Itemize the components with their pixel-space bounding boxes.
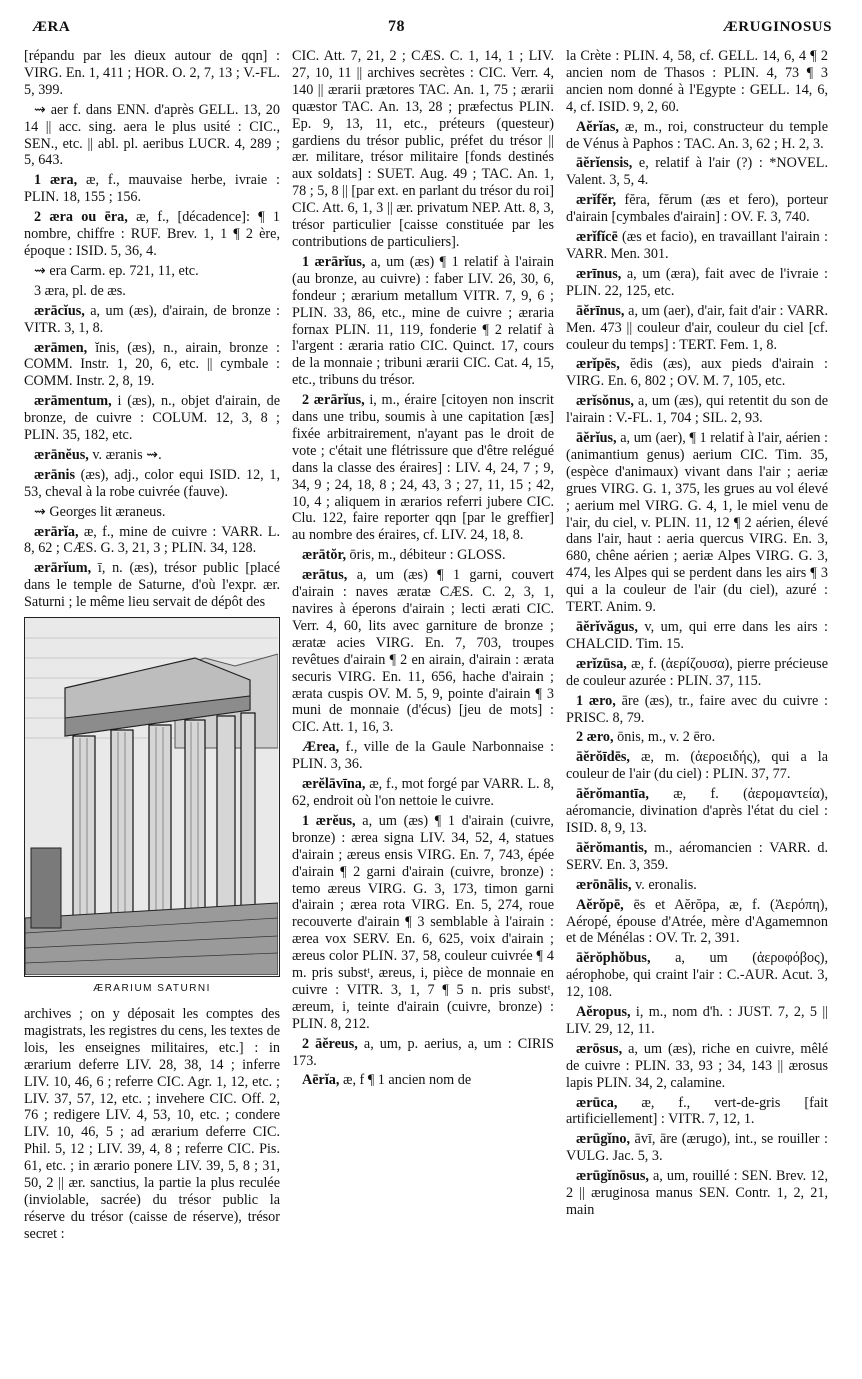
entry-text: æ, f ¶ 1 ancien nom de	[342, 1072, 472, 1089]
dictionary-entry	[566, 729, 828, 746]
entry-text: la Crète : PLIN. 4, 58, cf. GELL. 14, 6, 4 ¶ 2 ancien nom de Thasos : PLIN. 4, 73 ¶ 3 ancien nom donné à l'Egypte : GELL. 14, 6, 4, cf. ISID. 9, 2, 60.	[566, 48, 828, 115]
temple-illustration	[24, 617, 280, 977]
dictionary-entry	[566, 1131, 828, 1165]
entry-text: ⇝ aer f. dans ENN. d'après GELL. 13, 20 14 || acc. sing. aera le plus usité : CIC., SEN., etc. || abl. pl. aeribus LUCR. 4, 289 ; 5, 643.	[24, 101, 280, 169]
headword: ærĭfĭcē	[576, 229, 618, 246]
dictionary-entry	[566, 119, 828, 153]
dictionary-entry	[24, 467, 280, 501]
dictionary-entry	[24, 340, 280, 391]
dictionary-entry	[24, 263, 280, 280]
entry-text: a, um (ἀεροφόβος), aérophobe, qui craint l'air : C.-AUR. Acut. 3, 12, 108.	[566, 950, 828, 1001]
headword: Aērĭa,	[302, 1072, 340, 1089]
entry-text: i (æs), n., objet d'airain, de bronze, de cuivre : COLUM. 12, 3, 8 ; PLIN. 35, 182, etc.	[24, 393, 280, 444]
page-number: 78	[387, 18, 405, 35]
entry-text: æ, f., mot forgé par VARR. L. 8, 62, endroit où l'on nettoie le cuivre.	[292, 776, 554, 809]
headword: 1 ærĕus,	[302, 812, 356, 829]
columns	[24, 48, 840, 1368]
headword: ærūgĭnōsus,	[576, 1168, 649, 1185]
entry-text: æ, f., mauvaise herbe, ivraie : PLIN. 18, 155 ; 156.	[24, 172, 280, 206]
entry-text: a, um (æra), fait avec de l'ivraie : PLIN. 22, 125, etc.	[566, 265, 828, 299]
entry-text: a, um (aer), d'air, fait d'air : VARR. Men. 473 || couleur d'air, couleur du ciel [cf. couleur du temps] : TERT. Fem. 1, 8.	[566, 302, 828, 353]
headword: āĕrŏīdēs,	[576, 749, 630, 766]
entry-text: a, um (æs), d'airain, de bronze : VITR. 3, 1, 8.	[24, 302, 280, 336]
headword: ærĭsŏnus,	[576, 393, 634, 410]
headword: Ærea,	[302, 739, 340, 756]
entry-text: 3 æra, pl. de æs.	[34, 282, 126, 299]
headword: ærātus,	[302, 567, 348, 584]
dictionary-entry	[566, 786, 828, 837]
headword: ærīnus,	[576, 265, 622, 282]
dictionary-entry	[292, 1072, 554, 1089]
dictionary-entry	[566, 749, 828, 783]
dictionary-entry	[566, 155, 828, 189]
entry-text: a, um (æs), riche en cuivre, mêlé de cuivre : PLIN. 33, 93 ; 34, 143 || ærosus lapis PLIN. 34, 2, calamine.	[566, 1040, 828, 1091]
dictionary-entry	[24, 1006, 280, 1243]
dictionary-entry	[24, 172, 280, 206]
dictionary-entry	[566, 229, 828, 263]
dictionary-entry	[566, 840, 828, 874]
entry-text: æ, f. (ἀερομαντεία), aéromancie, divination d'après l'état du ciel : ISID. 8, 9, 13.	[566, 786, 828, 836]
entry-text: a, um (æs) ¶ 1 relatif à l'airain (au bronze, au cuivre) : faber LIV. 26, 30, 6, fondeur ; ærarium metallum VITR. 7, 9, 6 ; PLIN. 33, 86, etc., mine de cuivre ; æraria fornax PLIN. 11, 119, fonderie ¶ 2 relatif à l'argent : æraria ratio CIC. Quinct. 17, cours de la monnaie ; tribuni ærarii CIC. Cat. 4, 15, etc., tribuns du trésor.	[292, 253, 554, 389]
dictionary-entry	[566, 1168, 828, 1219]
headword: ærūgĭno,	[576, 1131, 630, 1148]
entry-text: æ, f., vert-de-gris [fait artificiellement] : VITR. 7, 12, 1.	[566, 1094, 828, 1128]
headword: 2 æro,	[576, 729, 614, 746]
entry-text: ī, n. (æs), trésor public [placé dans le temple de Saturne, d'où l'expr. ær. Saturni ; le même lieu servait de dépôt des	[24, 560, 280, 611]
entry-text: æ, f., [décadence]: ¶ 1 nombre, chiffre : RUF. Brev. 1, 1 ¶ 2 ère, époque : ISID. 5, 36, 4.	[24, 209, 280, 259]
headword: ærānĕus,	[34, 446, 89, 463]
headword: ærōnālis,	[576, 876, 632, 893]
dictionary-entry	[24, 524, 280, 558]
running-head	[24, 18, 840, 48]
headword: Aĕrĭas,	[576, 118, 619, 135]
entry-text: [répandu par les dieux autour de qqn] : VIRG. En. 1, 411 ; HOR. O. 2, 7, 13 ; V.-FL. 5, 399.	[24, 48, 280, 98]
entry-text: a, um (aer), ¶ 1 relatif à l'air, aérien : (animantium genus) aerium CIC. Tim. 35, (espèce d'animaux) vivant dans l'air ; aeriæ grues VIRG. G. 1, 375, les grues au vol élevé ; aerium mel VIRG. G. 4, 1, le miel venu de l'air, du ciel, v. PLIN. 11, 12 ¶ 2 aérien, élevé dans l'air, haut : aeria quercus VIRG. En. 3, 680, chêne aérien ; aeriæ Alpes VIRG. G. 3, 474, les Alpes qui se perdent dans les airs ¶ 3 qui a la couleur de l'air (du ciel), azuré : TERT. Anim. 9.	[566, 430, 828, 616]
entry-text: ĕdis (æs), aux pieds d'airain : VIRG. En. 6, 802 ; OV. M. 7, 105, etc.	[566, 356, 828, 390]
dictionary-entry	[566, 192, 828, 226]
dictionary-entry	[566, 656, 828, 690]
headword: ærārĭum,	[34, 560, 92, 577]
entry-text: āre (æs), tr., faire avec du cuivre : PRISC. 8, 79.	[566, 692, 828, 726]
entry-text: CIC. Att. 7, 21, 2 ; CÆS. C. 1, 14, 1 ; LIV. 27, 10, 11 || archives secrètes : CIC. Verr. 4, 140 || ærarii prætores TAC. An. 1, 75 ; ærarii quæstor TAC. An. 13, 28 ; præfectus PLIN. Ep. 9, 13, 11, etc., préteurs (questeur) gardiens du trésor public, préfet du trésor || ær. militare, trésor militaire [fonds destinés aux soldats] : SUET. Aug. 49 ; TAC. An. 1, 78 ; 5, 8 || [par ext. en parlant du trésor du roi] CIC. Att. 6, 1, 3 || ær. privatum NEP. Att. 8, 3, trésor particulier [caisse constituée par les contributions de particuliers].	[292, 48, 554, 250]
dictionary-entry	[566, 430, 828, 616]
headword: 2 āĕreus,	[302, 1035, 358, 1052]
dictionary-entry	[292, 547, 554, 564]
entry-text: ⇝ Georges lit æraneus.	[34, 503, 166, 520]
entry-text: æ, f., mine de cuivre : VARR. L. 8, 62 ; CÆS. G. 3, 21, 3 ; PLIN. 34, 128.	[24, 523, 280, 557]
dictionary-entry	[566, 1004, 828, 1038]
temple-of-saturn-drawing	[25, 618, 278, 975]
headword: 2 æra ou ēra,	[34, 209, 128, 226]
entry-text: a, um (æs) ¶ 1 d'airain (cuivre, bronze) : ærea signa LIV. 34, 52, 4, statues d'airain ; æreus ensis VIRG. En. 7, 743, épée d'airain ¶ 2 garni d'airain (cuivre, bronze) : temo æreus VIRG. G. 3, 173, timon garni d'airain ; ærea rota VIRG. En. 5, 274, roue recouverte d'airain ¶ 3 semblable à l'airain : ærea vox SERV. En. 6, 625, voix d'airain ; æreus color PLIN. 37, 58, couleur cuivrée ¶ 4 m. pris substᵗ, æreus, i, pièce de monnaie en cuivre : VITR. 3, 1, 7 ¶ 5 n. pris substᵗ, æreum, i, teinte d'airain (cuivre, bronze) : PLIN. 8, 212.	[292, 812, 554, 1032]
headword: ærĭfĕr,	[576, 192, 617, 209]
entry-text: a, um (æs) ¶ 1 garni, couvert d'airain : naves æratæ CÆS. C. 2, 3, 1, navires à éperons d'airain ; lecti ærati CIC. Verr. 4, 60, lits avec garniture de bronze ; æratæ acies VIRG. En. 7, 703, troupes revêtues d'airain ¶ 2 en airain, d'airain : ærata securis VIRG. En. 11, 656, hache d'airain ; ærata cuspis OV. M. 5, 9, pointe d'airain ¶ 3 muni de monnaie (d'écus) [jeu de mots] : CIC. Att. 1, 16, 3.	[292, 567, 554, 736]
dictionary-entry	[24, 504, 280, 521]
headword: ærĭzūsa,	[576, 655, 627, 672]
entry-text: a, um, rouillé : SEN. Brev. 12, 2 || æruginosa manus SEN. Contr. 1, 2, 21, main	[566, 1168, 828, 1218]
entry-text: (æs et facio), en travaillant l'airain : VARR. Men. 301.	[566, 229, 828, 262]
entry-text: m., aéromancien : VARR. d. SERV. En. 3, 359.	[566, 839, 828, 873]
headword: āĕrŏmantīa,	[576, 786, 649, 803]
entry-text: archives ; on y déposait les comptes des magistrats, les registres du cens, les textes de lois, les enseignes militaires, etc.] : in ærarium deferre LIV. 28, 38, 14 ; inferre LIV. 10, 46, 6 ; referre CIC. Agr. 1, 12, etc. ; LIV. 37, 57, 12, etc. ; invehere CIC. Off. 2, 76 ; redigere LIV. 4, 53, 10, etc. ; condere LIV. 10, 46, 5 ; ad ærarium deferre CIC. Phil. 5, 12 ; LIV. 39, 4, 8 ; referre CIC. Pis. 61, etc. ; in ærario ponere LIV. 39, 5, 8 ; 31, 50, 2 || ær. sanctius, la partie la plus reculée (inviolable, sacrée) du trésor public la réserve du trésor (caisse de réserve), trésor secret :	[24, 1006, 280, 1242]
entry-text: v, um, qui erre dans les airs : CHALCID. Tim. 15.	[566, 619, 828, 652]
dictionary-entry	[292, 392, 554, 544]
dictionary-entry	[24, 393, 280, 444]
entry-text: æ, m., roi, constructeur du temple de Vénus à Paphos : TAC. An. 3, 62 ; H. 2, 3.	[566, 118, 828, 152]
headword: ærōsus,	[576, 1040, 623, 1057]
headword: 1 æro,	[576, 692, 616, 709]
headword: Aĕrŏpē,	[576, 896, 624, 913]
entry-text: āvī, āre (ærugo), int., se rouiller : VULG. Jac. 5, 3.	[566, 1131, 828, 1165]
dictionary-entry	[566, 393, 828, 427]
dictionary-entry	[292, 739, 554, 773]
dictionary-entry	[24, 48, 280, 99]
dictionary-entry	[566, 877, 828, 894]
dictionary-entry	[24, 283, 280, 300]
dictionary-entry	[24, 560, 280, 611]
entry-text: fĕra, fĕrum (æs et fero), porteur d'airain [cymbales d'airain] : OV. F. 3, 740.	[566, 192, 828, 226]
headword: 2 ærārĭus,	[302, 392, 365, 409]
entry-text: a, um (æs), qui retentit du son de l'airain : V.-FL. 1, 704 ; SIL. 2, 93.	[566, 393, 828, 427]
figure-caption: ÆRARIUM SATURNI	[93, 983, 211, 995]
entry-text: ōris, m., débiteur : GLOSS.	[349, 547, 506, 564]
dictionary-entry	[24, 447, 280, 464]
entry-text: i, m., éraire [citoyen non inscrit dans une tribu, soumis à une capitation [æs] fixée arbitrairement, n'ayant pas le droit de vote ; c'était une flétrissure que d'être relégué dans la classe des éraires] : LIV. 4, 24, 7 ; 9, 34, 9 ; 24, 18, 8 ; 24, 43, 3 ; 27, 11, 15 ; 42, 10, 4 ; aliquem in ærarios referri jubere CIC. Clu. 122, faire reporter qqn [par le greffier] au nombre des éraires, cf. LIV. 24, 18, 8.	[292, 392, 554, 544]
headword: ærārĭa,	[34, 523, 79, 540]
entry-text: ēs et Aĕrŏpa, æ, f. (Ἀερόπη), Aéropé, épouse d'Atrée, mère d'Agamemnon et de Ménélas : OV. Tr. 2, 391.	[566, 896, 828, 947]
headword: ærāmentum,	[34, 393, 112, 410]
headword: ærāmen,	[34, 339, 88, 356]
dictionary-entry	[566, 897, 828, 948]
dictionary-entry	[292, 254, 554, 389]
entry-text: a, um, p. aerius, a, um : CIRIS 173.	[292, 1035, 554, 1069]
entry-text: e, relatif à l'air (?) : *NOVEL. Valent. 3, 5, 4.	[566, 155, 828, 189]
headword: ærātŏr,	[302, 547, 346, 564]
entry-text: f., ville de la Gaule Narbonnaise : PLIN. 3, 36.	[292, 739, 554, 773]
dictionary-entry	[566, 303, 828, 354]
entry-text: ⇝ era Carm. ep. 721, 11, etc.	[34, 262, 199, 279]
headword: āĕrīnus,	[576, 302, 625, 319]
headword: 1 æra,	[34, 172, 78, 189]
column-2	[292, 48, 554, 1368]
guide-word-right: ÆRUGINOSUS	[722, 19, 832, 35]
headword: ærācĭus,	[34, 302, 85, 319]
headword: ærĕlāvīna,	[302, 776, 366, 793]
entry-text: (æs), adj., color equi ISID. 12, 1, 53, cheval à la robe cuivrée (fauve).	[24, 466, 280, 500]
dictionary-entry	[566, 693, 828, 727]
dictionary-entry	[292, 813, 554, 1033]
entry-text: v. æranis ⇝.	[92, 446, 162, 463]
dictionary-entry	[292, 567, 554, 736]
dictionary-entry	[566, 1041, 828, 1092]
entry-text: ĭnis, (æs), n., airain, bronze : COMM. Instr. 1, 20, 6, etc. || cymbale : COMM. Instr. 2, 8, 19.	[24, 339, 280, 390]
entry-text: v. eronalis.	[635, 876, 697, 893]
headword: āĕrŏphŏbus,	[576, 950, 651, 967]
entry-text: æ, f. (ἀερίζουσα), pierre précieuse de couleur azurée : PLIN. 37, 115.	[566, 655, 828, 689]
headword: ærĭpēs,	[576, 356, 620, 373]
dictionary-entry	[292, 1036, 554, 1070]
headword: āĕrĭus,	[576, 430, 617, 447]
dictionary-entry	[566, 48, 828, 116]
headword: ærānis	[34, 466, 75, 483]
dictionary-entry	[566, 950, 828, 1001]
dictionary-entry	[24, 102, 280, 170]
entry-text: i, m., nom d'h. : JUST. 7, 2, 5 || LIV. 29, 12, 11.	[566, 1004, 828, 1037]
dictionary-entry	[566, 356, 828, 390]
headword: āĕrŏmantis,	[576, 839, 648, 856]
dictionary-entry	[24, 209, 280, 260]
dictionary-entry	[292, 48, 554, 251]
column-3	[566, 48, 828, 1368]
headword: Aĕropus,	[576, 1004, 631, 1021]
dictionary-entry	[566, 619, 828, 653]
dictionary-entry	[24, 303, 280, 337]
dictionary-entry	[566, 1095, 828, 1129]
guide-word-left: ÆRA	[32, 19, 71, 35]
headword: ærūca,	[576, 1094, 618, 1111]
entry-text: ōnis, m., v. 2 ēro.	[617, 729, 716, 746]
headword: āĕrĭensis,	[576, 155, 633, 172]
headword: āĕrĭvăgus,	[576, 619, 638, 635]
headword: 1 ærārĭus,	[302, 253, 366, 270]
column-1	[24, 48, 280, 1368]
dictionary-entry	[566, 266, 828, 300]
entry-text: æ, m. (ἀεροειδής), qui a la couleur de l'air (du ciel) : PLIN. 37, 77.	[566, 749, 828, 783]
dictionary-entry	[292, 776, 554, 810]
